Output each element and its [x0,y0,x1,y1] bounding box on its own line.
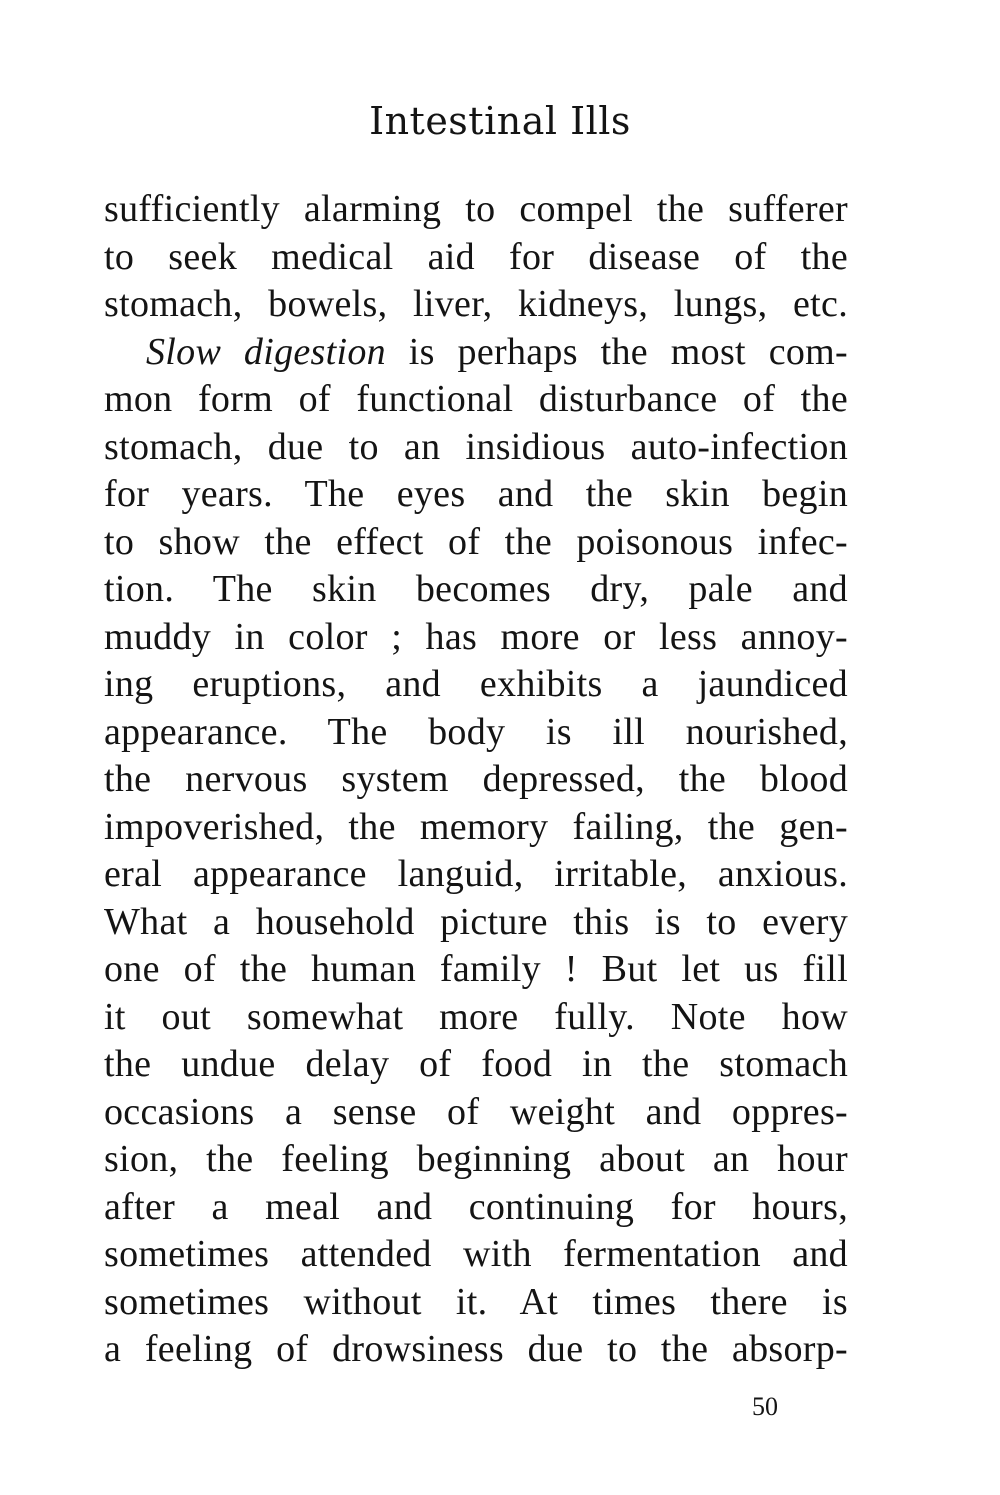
text-line: a feeling of drowsiness due to the absorp- [104,1328,848,1370]
text-line: stomach, due to an insidious auto-infection [104,425,848,468]
page-number: 50 [752,1392,778,1421]
text-line [104,329,848,377]
text-line: sometimes without it. At times there is [104,1280,848,1323]
text-line: tion. The skin becomes dry, pale and [104,568,848,610]
text-line: What a household picture this is to every [104,900,848,943]
text-line: appearance. The body is ill nourished, [104,710,848,753]
body-text [104,186,848,1374]
text-line: after a meal and continuing for hours, [104,1185,848,1228]
text-line: to seek medical aid for disease of the [104,235,848,278]
text-line: ing eruptions, and exhibits a jaundiced [104,663,848,705]
text-line: the nervous system depressed, the blood [104,758,848,800]
text-line: muddy in color ; has more or less annoy- [104,615,848,658]
italic-phrase: Slow digestion [146,330,386,373]
text-line: sufficiently alarming to compel the sufferer [104,188,848,230]
text-line: to show the effect of the poisonous infec- [104,520,848,563]
running-head: Intestinal Ills [369,99,631,143]
text-line: occasions a sense of weight and oppres- [104,1090,848,1133]
text-line: impoverished, the memory failing, the gen- [104,805,848,848]
text-line: one of the human family ! But let us fill [104,948,848,990]
text-line: eral appearance languid, irritable, anxious. [104,853,848,895]
text-line: sometimes attended with fermentation and [104,1233,848,1275]
text-line: stomach, bowels, liver, kidneys, lungs, etc. [104,283,848,325]
text-line-rest: is perhaps the most com- [385,330,848,373]
text-line: for years. The eyes and the skin begin [104,473,848,515]
text-line: mon form of functional disturbance of the [104,378,848,420]
text-line: the undue delay of food in the stomach [104,1043,848,1085]
text-line: it out somewhat more fully. Note how [104,995,848,1038]
text-line: sion, the feeling beginning about an hour [104,1138,848,1180]
